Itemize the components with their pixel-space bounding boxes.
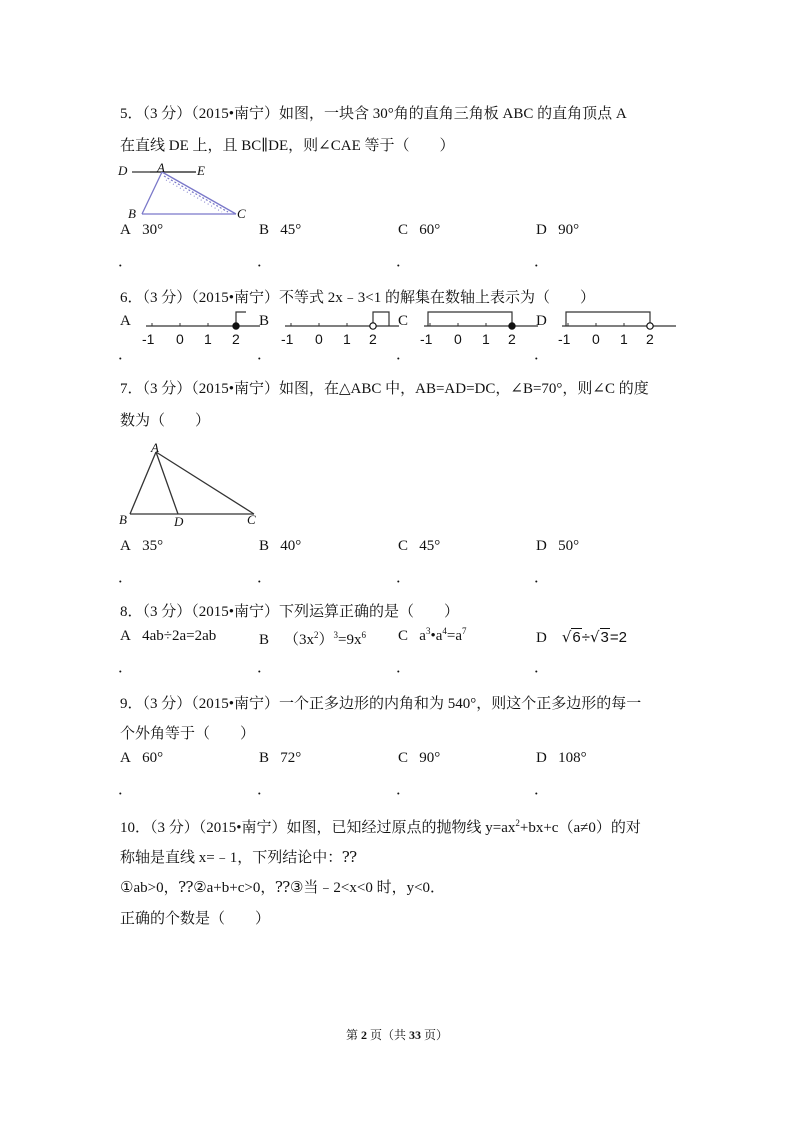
q6-d-tick-1: 1 <box>620 331 628 347</box>
q6-d-tick-0: 0 <box>592 331 600 347</box>
q7-option-a[interactable]: A 35° <box>120 538 164 554</box>
sqrt-icon: √ <box>561 628 572 646</box>
q7-label-c: C <box>247 512 256 527</box>
q7-option-b[interactable]: B 40° <box>259 538 302 554</box>
q6-number-line-d <box>562 308 678 330</box>
q6-dot-a: ． <box>118 347 134 363</box>
q6-b-tick-0: 0 <box>315 331 323 347</box>
q5-label-b: B <box>128 206 136 221</box>
q7-stem-line2: 数为（ ） <box>120 413 211 429</box>
q10-stem-line3: ①ab>0，⁇②a+b+c>0，⁇③当﹣2<x<0 时，y<0． <box>120 880 446 896</box>
q8-stem: 8．（3 分）（2015•南宁）下列运算正确的是（ ） <box>120 604 460 620</box>
q5-option-c[interactable]: C 60° <box>398 222 441 238</box>
q5-label-d: D <box>118 163 128 178</box>
q10-stem-line4: 正确的个数是（ ） <box>120 911 271 927</box>
q5-dot-a: ． <box>118 254 134 270</box>
q6-b-tick-neg1: -1 <box>281 331 294 347</box>
q5-stem-line1: 5．（3 分）（2015•南宁）如图，一块含 30°角的直角三角板 ABC 的直角顶点 A <box>120 106 627 122</box>
q7-triangle-figure <box>118 440 268 526</box>
q7-option-d[interactable]: D 50° <box>536 538 580 554</box>
q9-option-d[interactable]: D 108° <box>536 750 587 766</box>
q9-dot-b: ． <box>257 782 273 798</box>
q8-dot-d: ． <box>534 660 550 676</box>
q7-dot-c: ． <box>396 570 412 586</box>
q8-option-c[interactable]: C $a^3•a^4=a^7$ <box>398 626 467 644</box>
q6-number-line-a <box>146 308 262 330</box>
q9-option-b[interactable]: B 72° <box>259 750 302 766</box>
q6-number-line-c <box>424 308 540 330</box>
q8-dot-a: ． <box>118 660 134 676</box>
q5-option-b[interactable]: B 45° <box>259 222 302 238</box>
q5-label-a: A <box>157 160 165 175</box>
q6-number-line-b <box>285 308 401 330</box>
q6-c-tick-0: 0 <box>454 331 462 347</box>
q7-dot-a: ． <box>118 570 134 586</box>
sqrt-icon: √ <box>589 628 600 646</box>
q6-c-tick-2: 2 <box>508 331 516 347</box>
q8-option-d[interactable]: D √6÷√3=2 <box>536 628 627 646</box>
q8-option-b[interactable]: B $(3x^2)^3=9x^6$ <box>259 630 367 648</box>
q6-a-tick-2: 2 <box>232 331 240 347</box>
q6-d-tick-neg1: -1 <box>558 331 571 347</box>
q6-a-tick-neg1: -1 <box>142 331 155 347</box>
q6-d-tick-2: 2 <box>646 331 654 347</box>
q5-option-d[interactable]: D 90° <box>536 222 580 238</box>
q7-dot-d: ． <box>534 570 550 586</box>
q7-label-b: B <box>119 512 127 527</box>
q7-stem-line1: 7．（3 分）（2015•南宁）如图，在△ABC 中，AB=AD=DC，∠B=70°，则∠C 的度 <box>120 381 649 397</box>
q6-c-tick-1: 1 <box>482 331 490 347</box>
q6-c-tick-neg1: -1 <box>420 331 433 347</box>
q9-stem-line2: 个外角等于（ ） <box>120 726 256 742</box>
q6-a-tick-1: 1 <box>204 331 212 347</box>
q9-stem-line1: 9．（3 分）（2015•南宁）一个正多边形的内角和为 540°，则这个正多边形的每一 <box>120 696 642 712</box>
q6-option-d-letter[interactable]: D <box>536 313 547 329</box>
q5-option-a[interactable]: A 30° <box>120 222 164 238</box>
q6-option-a-letter[interactable]: A <box>120 313 131 329</box>
q8-option-a[interactable]: A 4ab÷2a=2ab <box>120 628 217 644</box>
q6-b-tick-2: 2 <box>369 331 377 347</box>
q8-dot-b: ． <box>257 660 273 676</box>
q9-dot-c: ． <box>396 782 412 798</box>
q6-option-b-letter[interactable]: B <box>259 313 270 329</box>
q7-label-a: A <box>151 440 159 455</box>
q6-option-c-letter[interactable]: C <box>398 313 409 329</box>
q9-option-a[interactable]: A 60° <box>120 750 164 766</box>
q6-b-tick-1: 1 <box>343 331 351 347</box>
q6-dot-d: ． <box>534 347 550 363</box>
q6-a-tick-0: 0 <box>176 331 184 347</box>
q5-label-e: E <box>197 163 205 178</box>
q9-dot-a: ． <box>118 782 134 798</box>
q7-label-d: D <box>174 514 184 529</box>
q9-option-c[interactable]: C 90° <box>398 750 441 766</box>
q5-dot-d: ． <box>534 254 550 270</box>
q10-stem-line2: 称轴是直线 x=﹣1，下列结论中：⁇ <box>120 850 357 866</box>
q8-dot-c: ． <box>396 660 412 676</box>
q7-option-c[interactable]: C 45° <box>398 538 441 554</box>
q5-stem-line2: 在直线 DE 上，且 BC∥DE，则∠CAE 等于（ ） <box>120 138 455 154</box>
q5-dot-c: ． <box>396 254 412 270</box>
q5-label-c: C <box>237 206 246 221</box>
q10-stem-line1: 10．（3 分）（2015•南宁）如图，已知经过原点的抛物线 $y=ax^2+bx+c(a\ne 0)$的对 <box>120 818 641 836</box>
page-footer: 第 2 页（共 33 页） <box>345 1028 449 1042</box>
q6-dot-c: ． <box>396 347 412 363</box>
q6-dot-b: ． <box>257 347 273 363</box>
q6-stem: 6．（3 分）（2015•南宁）不等式 2x﹣3<1 的解集在数轴上表示为（ ） <box>120 290 595 306</box>
q7-dot-b: ． <box>257 570 273 586</box>
q9-dot-d: ． <box>534 782 550 798</box>
q5-dot-b: ． <box>257 254 273 270</box>
